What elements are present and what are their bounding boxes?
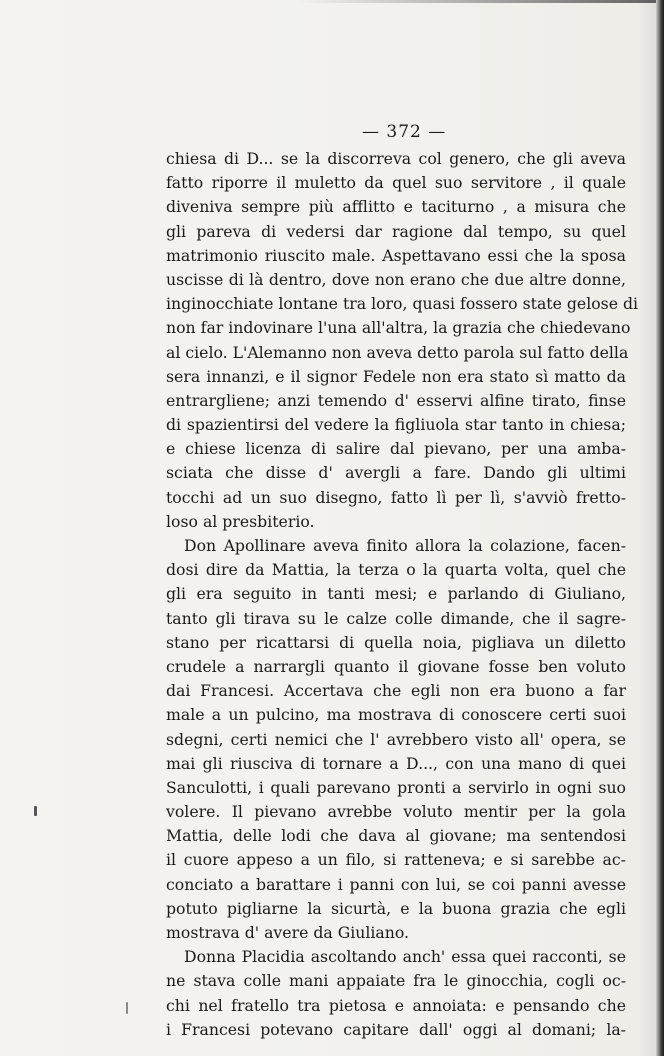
text-line: gli era seguito in tanti mesi; e parlando di Giuliano, [166,584,626,604]
text-line: matrimonio riuscito male. Aspettavano essi che la sposa [166,245,626,265]
text-line: Sanculotti, i quali parevano pronti a servirlo in ogni suo [166,777,626,797]
text-line: sera innanzi, e il signor Fedele non era stato sì matto da [166,366,626,386]
text-line: al cielo. L'Alemanno non aveva detto parola sul fatto della [166,342,629,362]
text-line: stano per ricattarsi di quella noia, pigliava un diletto [166,632,626,652]
text-line: sciata che disse d' avergli a fare. Dando gli ultimi [166,463,626,483]
text-line: fatto riporre il muletto da quel suo servitore , il quale [166,173,626,193]
body-text [166,147,639,1042]
text-line: male a un pulcino, ma mostrava di conoscere certi suoi [166,705,626,725]
text-line: mai gli riusciva di tornare a D..., con una mano di quei [166,753,626,773]
text-line: di spazientirsi del vedere la figliuola star tanto in chiesa; [166,415,626,435]
text-line: conciato a barattare i panni con lui, se coi panni avesse [166,874,626,894]
text-line: crudele a narrargli quanto il giovane fosse ben voluto [166,656,626,676]
text-line: dosi dire da Mattia, la terza o la quarta volta, quel che [166,560,626,580]
page-top-shadow [300,0,664,3]
page-number: — 372 — [362,122,447,142]
paragraph-end-line: mostrava d' avere da Giuliano. [166,923,410,942]
text-line: diveniva sempre più afflitto e taciturno , a misura che [166,197,626,217]
text-line: uscisse di là dentro, dove non erano che due altre donne, [166,269,626,289]
paragraph-end-line: loso al presbiterio. [166,511,315,531]
text-line: volere. Il pievano avrebbe voluto mentir per la gola [166,802,626,822]
text-line: potuto pigliarne la sicurtà, e la buona grazia che egli [166,898,626,918]
text-line: inginocchiate lontane tra loro, quasi fossero state gelose di [166,294,639,314]
text-line: chi nel fratello tra pietosa e annoiata: e pensando che [166,995,626,1015]
text-line: ne stava colle mani appaiate fra le ginocchia, cogli oc- [166,971,626,991]
ink-speck [126,1002,128,1014]
text-line: non far indovinare l'una all'altra, la grazia che chiedevano [166,318,631,338]
text-line: sdegni, certi nemici che l' avrebbero visto all' opera, se [166,729,626,749]
text-line: tocchi ad un suo disegno, fatto lì per lì, s'avviò fretto- [166,487,626,507]
text-line: e chiese licenza di salire dal pievano, per una amba- [166,439,626,459]
text-line: il cuore appeso a un filo, si ratteneva; e si sarebbe ac- [166,850,626,870]
page-binding-edge [656,0,664,1056]
paragraph-start-line: Donna Placidia ascoltando anch' essa quei racconti, se [184,947,626,967]
text-line: chiesa di D... se la discorreva col genero, che gli aveva [166,149,626,168]
text-line: dai Francesi. Accertava che egli non era buono a far [166,681,626,701]
ink-speck [34,806,37,816]
paragraph-start-line: Don Apollinare aveva finito allora la colazione, facen- [184,536,626,555]
text-line: tanto gli tirava su le calze colle dimande, che il sagre- [166,608,626,628]
text-line: gli pareva di vedersi dar ragione dal tempo, su quel [166,221,626,241]
text-line: Mattia, delle lodi che dava al giovane; ma sentendosi [166,826,626,846]
text-line: i Francesi potevano capitare dall' oggi al domani; la- [166,1019,626,1039]
text-line: entrargliene; anzi temendo d' esservi alfine tirato, finse [166,390,626,410]
